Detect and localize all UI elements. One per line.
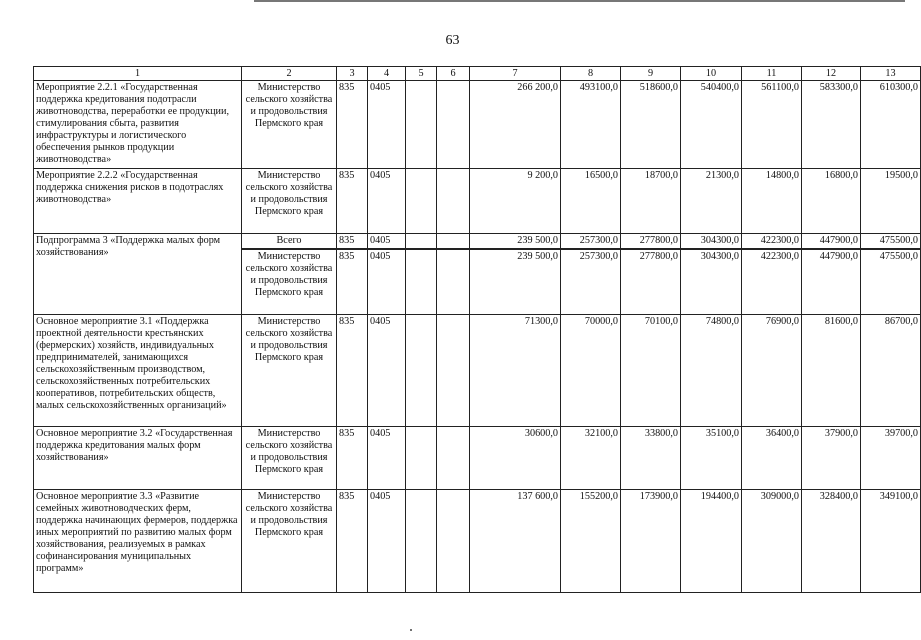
row-code-4: 0405 xyxy=(368,426,406,489)
row-code-4: 0405 xyxy=(368,489,406,592)
header-cell: 12 xyxy=(802,67,861,81)
row-code-4: 0405 xyxy=(368,169,406,234)
row-code-3: 835 xyxy=(337,426,368,489)
row-value: 35100,0 xyxy=(681,426,742,489)
row-code-6 xyxy=(437,249,470,314)
row-value: 33800,0 xyxy=(621,426,681,489)
header-cell: 2 xyxy=(242,67,337,81)
row-value: 71300,0 xyxy=(470,314,561,426)
row-value: 447900,0 xyxy=(802,234,861,250)
table-row xyxy=(34,314,921,426)
row-value: 304300,0 xyxy=(681,234,742,250)
row-value: 18700,0 xyxy=(621,169,681,234)
row-value: 277800,0 xyxy=(621,234,681,250)
row-description: Основное мероприятие 3.2 «Государственная поддержка кредитования малых форм хозяйствования» xyxy=(34,426,242,489)
row-executor: Министерство сельского хозяйства и продовольствия Пермского края xyxy=(242,426,337,489)
row-code-6 xyxy=(437,81,470,169)
row-value: 257300,0 xyxy=(561,249,621,314)
row-description: Основное мероприятие 3.3 «Развитие семейных животноводческих ферм, поддержка начинающих фермеров, поддержка иных мероприятий по развитию малых форм хозяйствования, реализуемых в рамках софинансирования муниципальных программ» xyxy=(34,489,242,592)
header-row xyxy=(34,67,921,81)
row-value: 74800,0 xyxy=(681,314,742,426)
row-value: 37900,0 xyxy=(802,426,861,489)
row-value: 493100,0 xyxy=(561,81,621,169)
table-row xyxy=(34,81,921,169)
row-value: 610300,0 xyxy=(861,81,921,169)
header-cell: 10 xyxy=(681,67,742,81)
row-value: 19500,0 xyxy=(861,169,921,234)
header-cell: 8 xyxy=(561,67,621,81)
row-code-4: 0405 xyxy=(368,234,406,250)
row-description: Подпрограмма 3 «Поддержка малых форм хозяйствования» xyxy=(34,234,242,315)
row-value: 266 200,0 xyxy=(470,81,561,169)
header-cell: 4 xyxy=(368,67,406,81)
row-code-6 xyxy=(437,169,470,234)
row-value: 583300,0 xyxy=(802,81,861,169)
row-executor: Всего xyxy=(242,234,337,250)
row-executor: Министерство сельского хозяйства и продовольствия Пермского края xyxy=(242,169,337,234)
row-code-5 xyxy=(406,314,437,426)
row-value: 32100,0 xyxy=(561,426,621,489)
row-value: 9 200,0 xyxy=(470,169,561,234)
row-value: 475500,0 xyxy=(861,234,921,250)
row-value: 70000,0 xyxy=(561,314,621,426)
table-row xyxy=(34,489,921,592)
row-code-6 xyxy=(437,314,470,426)
row-value: 81600,0 xyxy=(802,314,861,426)
row-value: 475500,0 xyxy=(861,249,921,314)
row-code-4: 0405 xyxy=(368,249,406,314)
row-code-5 xyxy=(406,249,437,314)
page-number: 63 xyxy=(445,33,460,48)
row-value: 70100,0 xyxy=(621,314,681,426)
row-value: 422300,0 xyxy=(742,234,802,250)
row-executor: Министерство сельского хозяйства и продовольствия Пермского края xyxy=(242,489,337,592)
row-value: 328400,0 xyxy=(802,489,861,592)
table-row xyxy=(34,426,921,489)
row-description: Мероприятие 2.2.2 «Государственная поддержка снижения рисков в подотраслях животноводства» xyxy=(34,169,242,234)
row-value: 16500,0 xyxy=(561,169,621,234)
row-code-3: 835 xyxy=(337,169,368,234)
row-code-3: 835 xyxy=(337,81,368,169)
row-value: 14800,0 xyxy=(742,169,802,234)
row-value: 422300,0 xyxy=(742,249,802,314)
header-cell: 3 xyxy=(337,67,368,81)
row-value: 155200,0 xyxy=(561,489,621,592)
row-value: 30600,0 xyxy=(470,426,561,489)
scan-speck xyxy=(410,629,412,631)
header-cell: 9 xyxy=(621,67,681,81)
row-code-6 xyxy=(437,489,470,592)
header-cell: 1 xyxy=(34,67,242,81)
row-value: 39700,0 xyxy=(861,426,921,489)
row-executor: Министерство сельского хозяйства и продовольствия Пермского края xyxy=(242,314,337,426)
header-cell: 11 xyxy=(742,67,802,81)
row-value: 349100,0 xyxy=(861,489,921,592)
row-code-3: 835 xyxy=(337,234,368,250)
row-value: 16800,0 xyxy=(802,169,861,234)
row-value: 561100,0 xyxy=(742,81,802,169)
row-value: 76900,0 xyxy=(742,314,802,426)
header-cell: 6 xyxy=(437,67,470,81)
row-description: Мероприятие 2.2.1 «Государственная поддержка кредитования подотрасли животноводства, переработки ее продукции, стимулирования сбыта, развития инфраструктуры и логистического обеспечения рынков продукции животноводства» xyxy=(34,81,242,169)
row-code-5 xyxy=(406,234,437,250)
budget-table xyxy=(33,66,921,593)
row-value: 447900,0 xyxy=(802,249,861,314)
row-description: Основное мероприятие 3.1 «Поддержка проектной деятельности крестьянских (фермерских) хозяйств, индивидуальных предпринимателей, занимающихся сельскохозяйственным производством, сельскохозяйственных потребительских кооперативов, потребительских обществ, малых сельскохозяйственных организаций» xyxy=(34,314,242,426)
row-value: 540400,0 xyxy=(681,81,742,169)
top-rule xyxy=(254,0,905,2)
row-value: 21300,0 xyxy=(681,169,742,234)
row-code-6 xyxy=(437,426,470,489)
row-value: 86700,0 xyxy=(861,314,921,426)
row-value: 518600,0 xyxy=(621,81,681,169)
row-code-5 xyxy=(406,426,437,489)
header-cell: 7 xyxy=(470,67,561,81)
row-value: 173900,0 xyxy=(621,489,681,592)
table-row xyxy=(34,234,921,250)
row-value: 239 500,0 xyxy=(470,249,561,314)
row-code-5 xyxy=(406,169,437,234)
row-value: 137 600,0 xyxy=(470,489,561,592)
row-value: 309000,0 xyxy=(742,489,802,592)
row-executor: Министерство сельского хозяйства и продовольствия Пермского края xyxy=(242,81,337,169)
row-value: 194400,0 xyxy=(681,489,742,592)
row-code-4: 0405 xyxy=(368,81,406,169)
header-cell: 5 xyxy=(406,67,437,81)
row-code-3: 835 xyxy=(337,489,368,592)
row-value: 36400,0 xyxy=(742,426,802,489)
row-value: 239 500,0 xyxy=(470,234,561,250)
row-value: 257300,0 xyxy=(561,234,621,250)
row-code-5 xyxy=(406,489,437,592)
header-cell: 13 xyxy=(861,67,921,81)
row-code-6 xyxy=(437,234,470,250)
row-value: 304300,0 xyxy=(681,249,742,314)
row-executor: Министерство сельского хозяйства и продовольствия Пермского края xyxy=(242,249,337,314)
row-code-4: 0405 xyxy=(368,314,406,426)
row-code-5 xyxy=(406,81,437,169)
row-code-3: 835 xyxy=(337,314,368,426)
row-value: 277800,0 xyxy=(621,249,681,314)
row-code-3: 835 xyxy=(337,249,368,314)
table-row xyxy=(34,169,921,234)
